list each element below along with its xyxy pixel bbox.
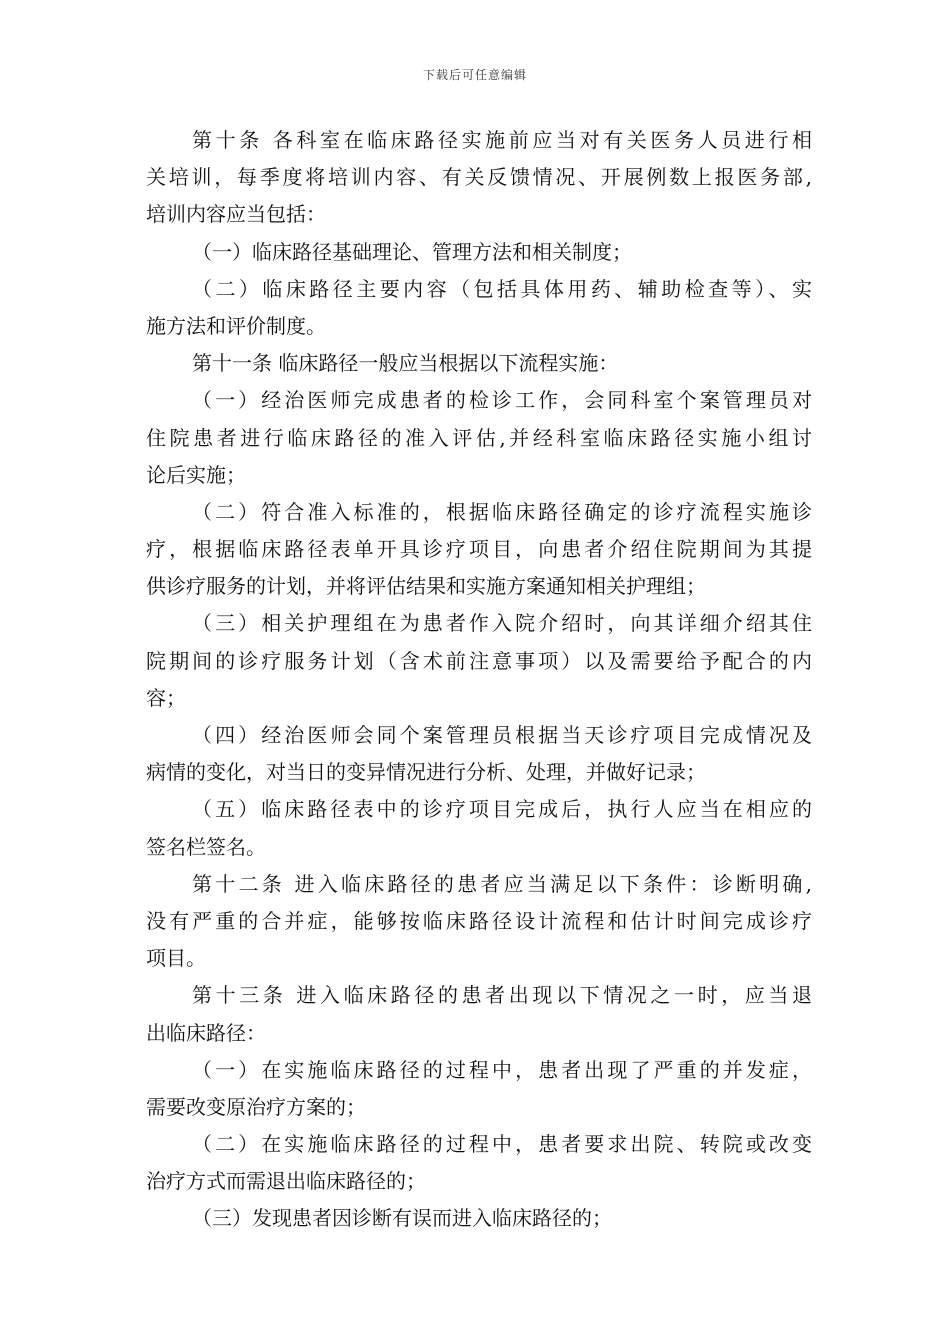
paragraph-first-line: （五）临床路径表中的诊疗项目完成后，执行人应当在相应的 xyxy=(192,797,812,822)
paragraph-first-line: （一）经治医师完成患者的检诊工作，会同科室个案管理员对 xyxy=(192,388,812,413)
paragraph-line: 施方法和评价制度。 xyxy=(146,313,326,338)
document-body xyxy=(146,122,812,1238)
paragraph-first-line: （一）临床路径基础理论、管理方法和相关制度； xyxy=(192,239,632,264)
paragraph-first-line: 第十三条 进入临床路径的患者出现以下情况之一时，应当退 xyxy=(192,983,812,1008)
paragraph-line: 项目。 xyxy=(146,946,206,971)
paragraph-line: 关培训，每季度将培训内容、有关反馈情况、开展例数上报医务部, xyxy=(146,165,812,190)
paragraph-line: 出临床路径： xyxy=(146,1020,266,1045)
paragraph-line: 论后实施； xyxy=(146,462,246,487)
paragraph-line: 培训内容应当包括： xyxy=(146,202,326,227)
paragraph-first-line: （二）临床路径主要内容（包括具体用药、辅助检查等）、实 xyxy=(192,276,812,301)
paragraph-line: 签名栏签名。 xyxy=(146,834,266,859)
paragraph-line: 病情的变化，对当日的变异情况进行分析、处理，并做好记录； xyxy=(146,760,706,785)
paragraph-line: 没有严重的合并症，能够按临床路径设计流程和估计时间完成诊疗 xyxy=(146,908,812,933)
paragraph-line: 疗，根据临床路径表单开具诊疗项目，向患者介绍住院期间为其提 xyxy=(146,537,812,562)
paragraph-line: 院期间的诊疗服务计划（含术前注意事项）以及需要给予配合的内 xyxy=(146,648,812,673)
paragraph-first-line: 第十条 各科室在临床路径实施前应当对有关医务人员进行相 xyxy=(192,128,812,152)
paragraph-line: 需要改变原治疗方案的； xyxy=(146,1094,366,1119)
paragraph-first-line: 第十一条 临床路径一般应当根据以下流程实施： xyxy=(192,351,619,376)
paragraph-first-line: （三）相关护理组在为患者作入院介绍时，向其详细介绍其住 xyxy=(192,611,812,636)
paragraph-line: 治疗方式而需退出临床路径的； xyxy=(146,1169,426,1194)
paragraph-first-line: （二）在实施临床路径的过程中，患者要求出院、转院或改变 xyxy=(192,1132,812,1157)
paragraph-first-line: （四）经治医师会同个案管理员根据当天诊疗项目完成情况及 xyxy=(192,723,812,747)
paragraph-line: 供诊疗服务的计划，并将评估结果和实施方案通知相关护理组； xyxy=(146,574,706,599)
paragraph-first-line: （三）发现患者因诊断有误而进入临床路径的； xyxy=(192,1206,612,1231)
page-header-note: 下载后可任意编辑 xyxy=(422,68,527,82)
paragraph-first-line: （二）符合准入标准的，根据临床路径确定的诊疗流程实施诊 xyxy=(192,499,812,524)
paragraph-line: 容； xyxy=(146,685,186,710)
paragraph-line: 住院患者进行临床路径的准入评估,并经科室临床路径实施小组讨 xyxy=(146,425,812,450)
paragraph-first-line: （一）在实施临床路径的过程中，患者出现了严重的并发症， xyxy=(192,1057,812,1082)
paragraph-first-line: 第十二条 进入临床路径的患者应当满足以下条件：诊断明确, xyxy=(192,871,812,896)
